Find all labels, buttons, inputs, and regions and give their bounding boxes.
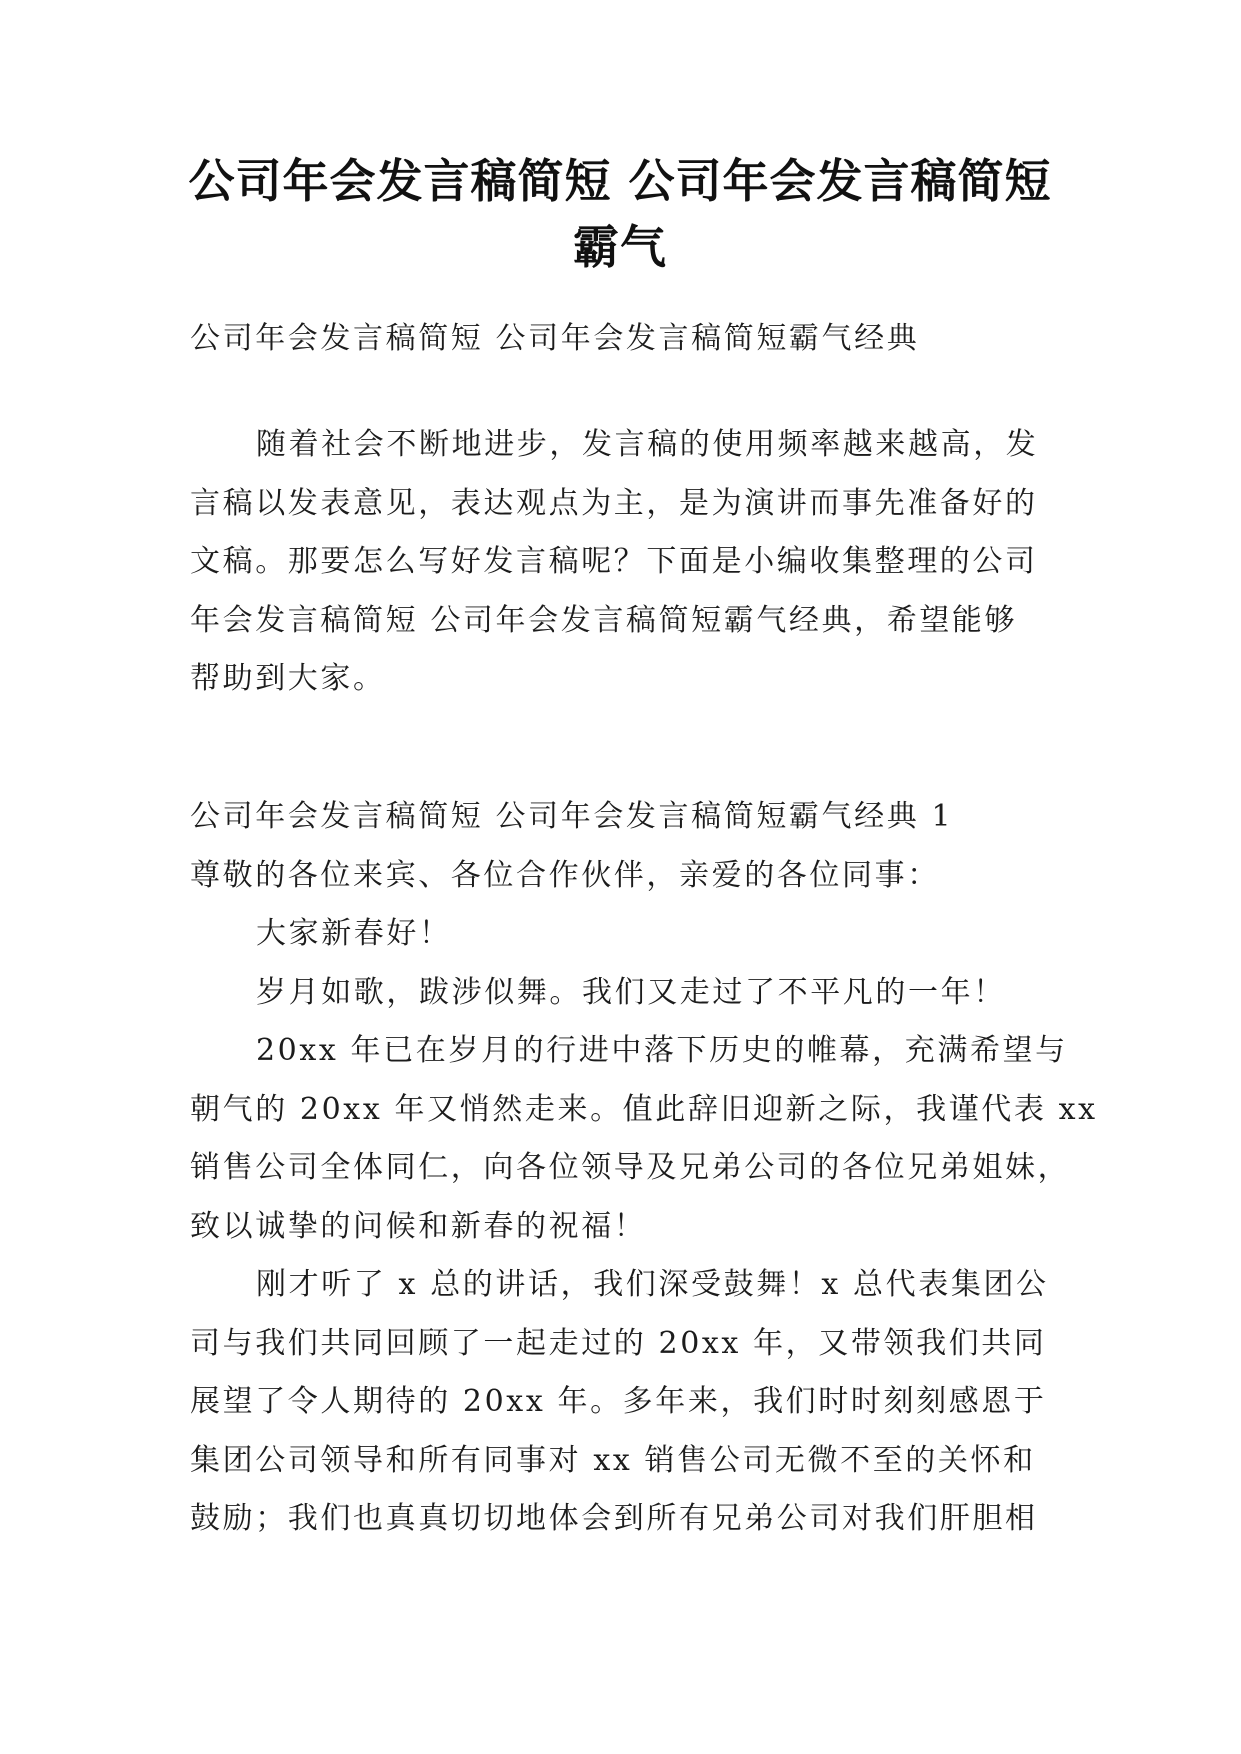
para1-line-3: 销售公司全体同仁，向各位领导及兄弟公司的各位兄弟姐妹， (190, 1150, 1071, 1185)
intro-line-1: 随着社会不断地进步，发言稿的使用频率越来越高，发 (256, 427, 1039, 462)
title-line-2: 霸气 (573, 220, 667, 274)
subtitle (190, 310, 1070, 369)
para1-line-2: 朝气的 20xx 年又悄然走来。值此辞旧迎新之际，我谨代表 xx (190, 1091, 1098, 1127)
para2-line-4: 集团公司领导和所有同事对 xx 销售公司无微不至的关怀和 (190, 1442, 1036, 1478)
intro-paragraph (190, 416, 1070, 709)
para1-line-1: 20xx 年已在岁月的行进中落下历史的帷幕，充满希望与 (256, 1033, 1068, 1068)
para2-line-3: 展望了令人期待的 20xx 年。多年来，我们时时刻刻感恩于 (190, 1384, 1047, 1419)
greeting: 大家新春好！ (256, 916, 452, 951)
intro-line-2: 言稿以发表意见，表达观点为主，是为演讲而事先准备好的 (190, 485, 1038, 521)
section-heading: 公司年会发言稿简短 公司年会发言稿简短霸气经典 1 (190, 799, 954, 834)
para1-line-4: 致以诚挚的问候和新春的祝福！ (190, 1208, 647, 1244)
subtitle-line: 公司年会发言稿简短 公司年会发言稿简短霸气经典 (190, 321, 920, 356)
intro-line-3: 文稿。那要怎么写好发言稿呢？下面是小编收集整理的公司 (190, 544, 1038, 579)
document-title (160, 148, 1080, 280)
para2-line-5: 鼓励；我们也真真切切地体会到所有兄弟公司对我们肝胆相 (190, 1501, 1038, 1536)
para2-line-1: 刚才听了 x 总的讲话，我们深受鼓舞！x 总代表集团公 (256, 1267, 1049, 1302)
line-years: 岁月如歌，跋涉似舞。我们又走过了不平凡的一年！ (256, 974, 1006, 1010)
intro-line-5: 帮助到大家。 (190, 661, 386, 696)
para2-line-2: 司与我们共同回顾了一起走过的 20xx 年，又带领我们共同 (190, 1325, 1047, 1361)
intro-line-4: 年会发言稿简短 公司年会发言稿简短霸气经典，希望能够 (190, 602, 1018, 638)
speech-body (190, 788, 1098, 1549)
title-line-1: 公司年会发言稿简短 公司年会发言稿简短 (188, 154, 1052, 208)
salutation: 尊敬的各位来宾、各位合作伙伴，亲爱的各位同事： (190, 857, 940, 893)
